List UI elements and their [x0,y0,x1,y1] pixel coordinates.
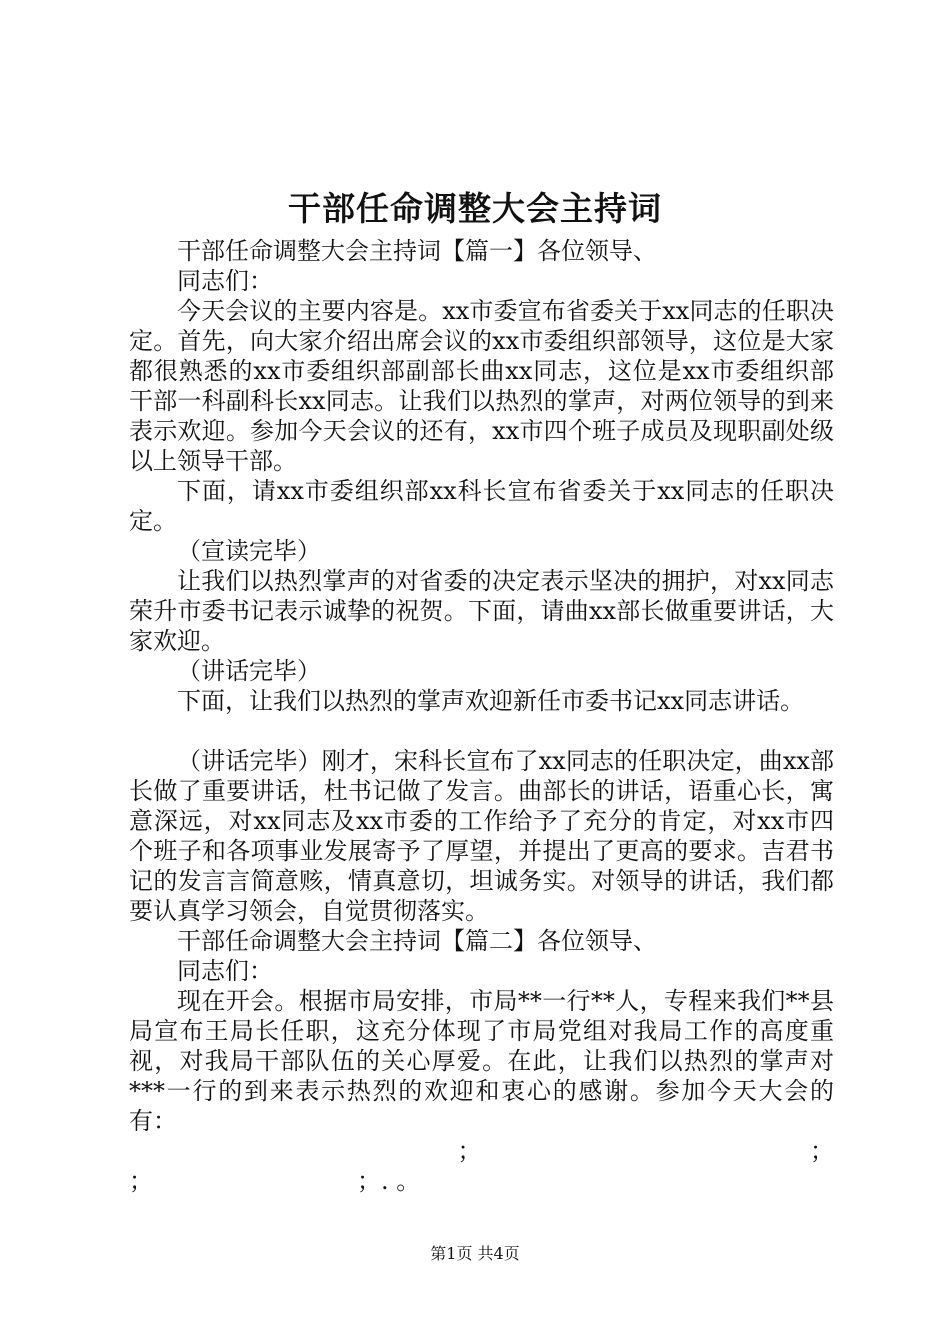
attendee-line-2 [129,1166,834,1196]
paragraph-applause: 让我们以热烈掌声的对省委的决定表示坚决的拥护，对xx同志荣升市委书记表示诚挚的祝贺。下面，请曲xx部长做重要讲话，大家欢迎。 [129,567,834,655]
paragraph-meeting-open: 现在开会。根据市局安排，市局**一行**人，专程来我们**县局宣布王局长任职，这充分体现了市局党组对我局工作的高度重视，对我局干部队伍的关心厚爱。在此，让我们以热烈的掌声对***一行的到来表示热烈的欢迎和衷心的感谢。参加今天大会的有： [129,987,834,1135]
document-body [129,236,834,1196]
attendee-line-1 [129,1136,834,1166]
attendee-end-marks: ；. 。 [357,1167,421,1195]
paragraph-new-secretary: 下面，让我们以热烈的掌声欢迎新任市委书记xx同志讲话。 [177,687,805,715]
salutation-2: 同志们： [177,957,273,985]
section-heading-1: 干部任命调整大会主持词【篇一】各位领导、 [177,237,657,265]
page-footer: 第1页 共4页 [430,1244,520,1263]
document-title: 干部任命调整大会主持词 [288,189,662,228]
paragraph-summary: （讲话完毕）刚才，宋科长宣布了xx同志的任职决定，曲xx部长做了重要讲话，杜书记做了发言。曲部长的讲话，语重心长，寓意深远，对xx同志及xx市委的工作给予了充分的肯定，对xx市四个班子和各项事业发展寄予了厚望，并提出了更高的要求。吉君书记的发言言简意赅，情真意切，坦诚务实。对领导的讲话，我们都要认真学习领会，自觉贯彻落实。 [129,747,834,925]
blank-line [129,716,834,746]
attendee-separator: ； [457,1137,482,1165]
paragraph-meeting-intro: 今天会议的主要内容是。xx市委宣布省委关于xx同志的任职决定。首先，向大家介绍出席会议的xx市委组织部领导，这位是大家都很熟悉的xx市委组织部副部长曲xx同志，这位是xx市委组织部干部一科副科长xx同志。让我们以热烈的掌声，对两位领导的到来表示欢迎。参加今天会议的还有，xx市四个班子成员及现职副处级以上领导干部。 [129,297,834,475]
section-heading-2: 干部任命调整大会主持词【篇二】各位领导、 [177,927,657,955]
stage-note-speech-done-1: （讲话完毕） [177,657,321,685]
salutation-1: 同志们： [177,267,273,295]
paragraph-announcement: 下面，请xx市委组织部xx科长宣布省委关于xx同志的任职决定。 [129,477,834,535]
attendee-separator: ； [129,1167,153,1195]
attendee-separator: ； [810,1137,834,1165]
stage-note-reading-done: （宣读完毕） [177,537,321,565]
